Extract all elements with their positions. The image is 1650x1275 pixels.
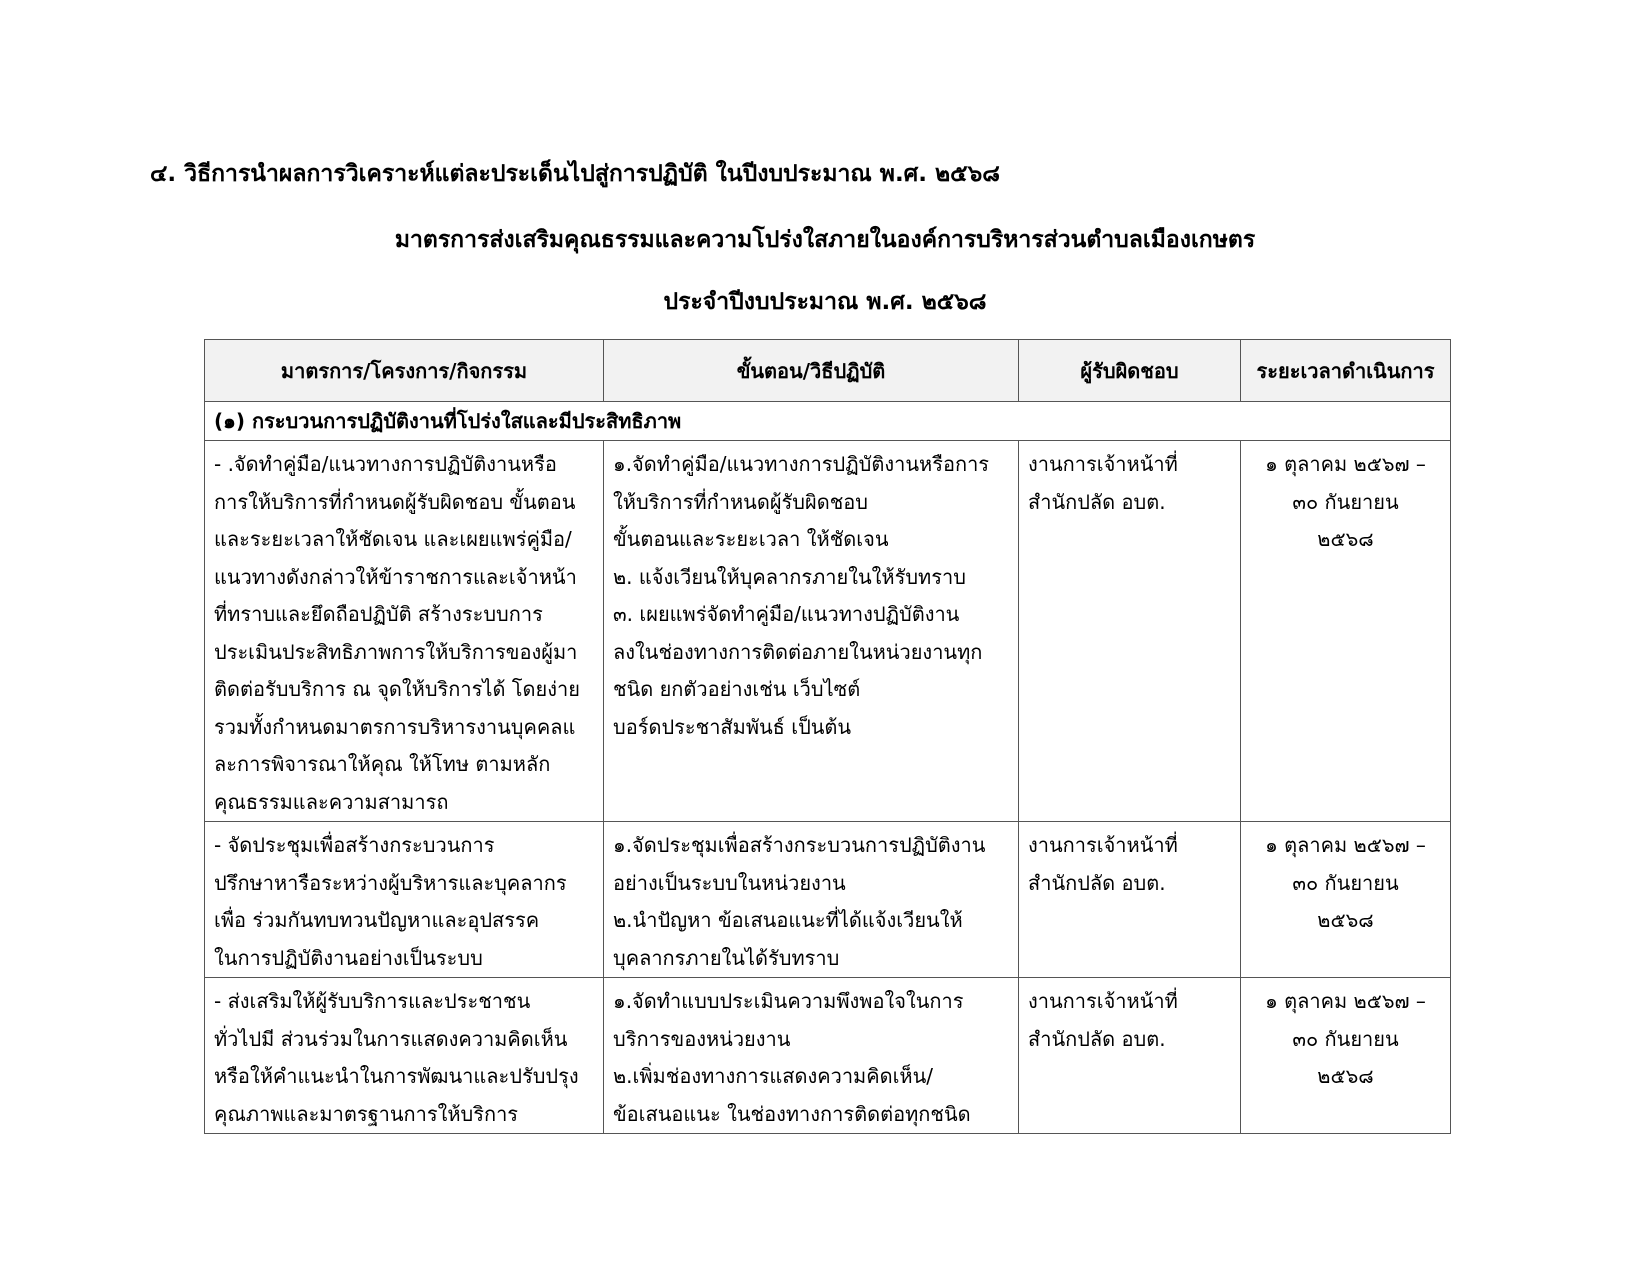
text-line: ๒. แจ้งเวียนให้บุคลากรภายในให้รับทราบ: [613, 564, 966, 589]
section-row: [205, 402, 1451, 441]
text-line: - จัดประชุมเพื่อสร้างกระบวนการ: [214, 833, 495, 857]
text-line: หรือให้คำแนะนำในการพัฒนาและปรับปรุง: [214, 1064, 579, 1088]
text-line: ขั้นตอนและระยะเวลา ให้ชัดเจน: [613, 527, 889, 551]
text-line: การให้บริการที่กำหนดผู้รับผิดชอบ ขั้นตอน: [214, 489, 576, 514]
text-line: - ส่งเสริมให้ผู้รับบริการและประชาชน: [214, 989, 531, 1013]
section-label: (๑) กระบวนการปฏิบัติงานที่โปร่งใสและมีประสิทธิภาพ: [205, 402, 1451, 441]
text-line: - .จัดทำคู่มือ/แนวทางการปฏิบัติงานหรือ: [214, 452, 557, 476]
text-line: ละการพิจารณาให้คุณ ให้โทษ ตามหลัก: [214, 752, 551, 776]
text-line: ในการปฏิบัติงานอย่างเป็นระบบ: [214, 945, 483, 970]
text-line: ข้อเสนอแนะ ในช่องทางการติดต่อทุกชนิด: [613, 1101, 971, 1126]
text-line: แนวทางดังกล่าวให้ข้าราชการและเจ้าหน้า: [214, 564, 577, 589]
period-cell: [1241, 822, 1451, 978]
text-line: ๒.เพิ่มช่องทางการแสดงความคิดเห็น/: [613, 1064, 934, 1088]
text-line: ๒๕๖๘: [1317, 908, 1374, 932]
text-line: บุคลากรภายในได้รับทราบ: [613, 945, 840, 970]
text-line: ทั่วไปมี ส่วนร่วมในการแสดงความคิดเห็น: [214, 1026, 568, 1051]
text-line: สำนักปลัด อบต.: [1028, 1026, 1166, 1051]
text-line: ๑.จัดประชุมเพื่อสร้างกระบวนการปฏิบัติงาน: [613, 833, 986, 857]
text-line: ๑.จัดทำคู่มือ/แนวทางการปฏิบัติงานหรือการ: [613, 452, 990, 476]
text-line: สำนักปลัด อบต.: [1028, 870, 1166, 895]
text-line: ลงในช่องทางการติดต่อภายในหน่วยงานทุก: [613, 639, 983, 664]
text-line: อย่างเป็นระบบในหน่วยงาน: [613, 870, 846, 895]
text-line: ๓๐ กันยายน: [1292, 870, 1399, 895]
period-cell: [1241, 978, 1451, 1134]
text-line: สำนักปลัด อบต.: [1028, 489, 1166, 514]
text-line: งานการเจ้าหน้าที่: [1028, 452, 1178, 476]
text-line: งานการเจ้าหน้าที่: [1028, 833, 1178, 857]
text-line: คุณภาพและมาตรฐานการให้บริการ: [214, 1101, 519, 1126]
text-line: คุณธรรมและความสามารถ: [214, 789, 449, 814]
period-cell: [1241, 441, 1451, 822]
text-line: บริการของหน่วยงาน: [613, 1026, 791, 1051]
steps-cell: [604, 822, 1019, 978]
text-line: ๑ ตุลาคม ๒๕๖๗ –: [1265, 452, 1426, 476]
text-line: ๑ ตุลาคม ๒๕๖๗ –: [1265, 989, 1426, 1013]
text-line: ชนิด ยกตัวอย่างเช่น เว็บไซต์: [613, 677, 861, 701]
text-line: ปรึกษาหารือระหว่างผู้บริหารและบุคลากร: [214, 870, 567, 895]
text-line: ๒.นำปัญหา ข้อเสนอแนะที่ได้แจ้งเวียนให้: [613, 908, 963, 932]
text-line: และระยะเวลาให้ชัดเจน และเผยแพร่คู่มือ/: [214, 527, 572, 551]
header-measure: มาตรการ/โครงการ/กิจกรรม: [205, 340, 604, 402]
text-line: งานการเจ้าหน้าที่: [1028, 989, 1178, 1013]
document-title: มาตรการส่งเสริมคุณธรรมและความโปร่งใสภายในองค์การบริหารส่วนตำบลเมืองเกษตร: [394, 227, 1256, 253]
text-line: ติดต่อรับบริการ ณ จุดให้บริการได้ โดยง่าย: [214, 677, 580, 701]
text-line: บอร์ดประชาสัมพันธ์ เป็นต้น: [613, 714, 852, 739]
text-line: ๑.จัดทำแบบประเมินความพึงพอใจในการ: [613, 989, 964, 1013]
responsible-cell: [1019, 441, 1241, 822]
measure-cell: [205, 978, 604, 1134]
responsible-cell: [1019, 978, 1241, 1134]
text-line: ๓๐ กันยายน: [1292, 489, 1399, 514]
measure-cell: [205, 441, 604, 822]
text-line: ๑ ตุลาคม ๒๕๖๗ –: [1265, 833, 1426, 857]
steps-cell: [604, 978, 1019, 1134]
text-line: ๒๕๖๘: [1317, 527, 1374, 551]
measures-table: [204, 339, 1451, 1134]
header-period: ระยะเวลาดำเนินการ: [1241, 340, 1451, 402]
header-responsible: ผู้รับผิดชอบ: [1019, 340, 1241, 402]
steps-cell: [604, 441, 1019, 822]
text-line: ที่ทราบและยึดถือปฏิบัติ สร้างระบบการ: [214, 602, 543, 626]
table-row: [205, 441, 1451, 822]
header-steps: ขั้นตอน/วิธีปฏิบัติ: [604, 340, 1019, 402]
text-line: ๓. เผยแพร่จัดทำคู่มือ/แนวทางปฏิบัติงาน: [613, 602, 960, 626]
text-line: ๒๕๖๘: [1317, 1064, 1374, 1088]
responsible-cell: [1019, 822, 1241, 978]
text-line: รวมทั้งกำหนดมาตรการบริหารงานบุคคลแ: [214, 714, 576, 739]
measure-cell: [205, 822, 604, 978]
text-line: ให้บริการที่กำหนดผู้รับผิดชอบ: [613, 489, 868, 514]
section-heading: ๔. วิธีการนำผลการวิเคราะห์แต่ละประเด็นไปสู่การปฏิบัติ ในปีงบประมาณ พ.ศ. ๒๕๖๘: [150, 161, 1000, 187]
document-subtitle: ประจำปีงบประมาณ พ.ศ. ๒๕๖๘: [663, 289, 987, 315]
table-row: [205, 822, 1451, 978]
text-line: ประเมินประสิทธิภาพการให้บริการของผู้มา: [214, 639, 578, 664]
table-row: [205, 978, 1451, 1134]
text-line: ๓๐ กันยายน: [1292, 1026, 1399, 1051]
text-line: เพื่อ ร่วมกันทบทวนปัญหาและอุปสรรค: [214, 908, 540, 932]
table-header-row: [205, 340, 1451, 402]
